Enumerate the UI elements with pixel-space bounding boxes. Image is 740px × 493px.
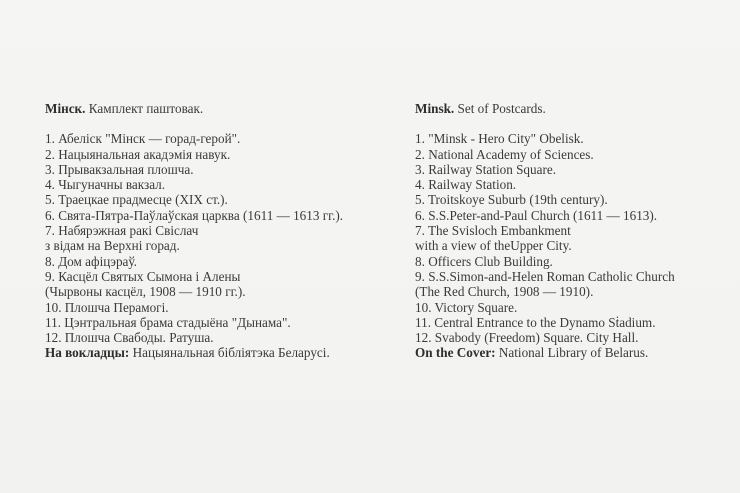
list-item: (Чырвоны касцёл, 1908 — 1910 гг.). [45, 284, 246, 300]
list-item: 7. The Svisloch Embankment [415, 223, 571, 239]
list-item: (The Red Church, 1908 — 1910). [415, 284, 594, 300]
english-cover-note [415, 345, 735, 360]
list-item: 12. Плошча Свабоды. Ратуша. [45, 330, 214, 346]
list-item: з відам на Верхні горад. [45, 238, 180, 254]
belarusian-column [45, 101, 405, 361]
list-item: 3. Railway Station Square. [415, 161, 557, 177]
list-item: 4. Railway Station. [415, 177, 517, 193]
english-contents-list [415, 131, 735, 345]
english-column [415, 101, 735, 361]
list-item: 7. Набярэжная ракі Свіслач [45, 223, 199, 239]
belarusian-heading-rest: Камплект паштовак. [85, 101, 204, 116]
belarusian-cover-label: На вокладцы: [45, 345, 130, 361]
list-item: 3. Прывакзальная плошча. [45, 161, 194, 177]
list-item: 10. Плошча Перамогі. [45, 299, 169, 315]
belarusian-cover-note [45, 345, 405, 360]
list-item: 5. Траецкае прадмесце (XIX ст.). [45, 192, 228, 208]
list-item: 9. S.S.Simon-and-Helen Roman Catholic Church [415, 268, 675, 284]
list-item: 1. Абеліск "Мінск — горад-герой". [45, 131, 241, 147]
list-item: 2. Нацыянальная акадэмія навук. [45, 146, 231, 162]
list-item: 4. Чыгуначны вакзал. [45, 177, 166, 193]
belarusian-contents-list [45, 131, 405, 345]
list-item: 10. Victory Square. [415, 299, 518, 315]
english-heading-bold: Minsk. [415, 101, 455, 116]
list-item: 8. Officers Club Building. [415, 253, 553, 269]
list-item: 8. Дом афіцэраў. [45, 253, 137, 269]
english-cover-text: National Library of Belarus. [495, 345, 649, 361]
list-item: with a view of theUpper City. [415, 238, 572, 254]
list-item: 1. "Minsk - Hero City" Obelisk. [415, 131, 584, 147]
list-item: 6. Свята-Пятра-Паўлаўская царква (1611 — 1613 гг.). [45, 207, 344, 223]
english-heading-rest: Set of Postcards. [454, 101, 546, 116]
list-item: 11. Central Entrance to the Dynamo Sṫadium. [415, 314, 656, 330]
belarusian-cover-text: Нацыянальная бібліятэка Беларусі. [129, 345, 330, 361]
list-item: 2. National Academy of Sciences. [415, 146, 594, 162]
belarusian-heading-bold: Мінск. [45, 101, 86, 116]
english-heading [415, 101, 735, 116]
belarusian-heading [45, 101, 405, 116]
list-item: 9. Касцёл Святых Сымона і Алены [45, 268, 241, 284]
english-cover-label: On the Cover: [415, 345, 496, 361]
list-item: 5. Troitskoye Suburb (19th century). [415, 192, 608, 208]
list-item: 12. Svabody (Freedom) Square. City Hall. [415, 330, 639, 346]
list-item: 11. Цэнтральная брама стадыёна "Дынама". [45, 314, 291, 330]
list-item: 6. S.S.Peter-and-Paul Church (1611 — 1613). [415, 207, 658, 223]
